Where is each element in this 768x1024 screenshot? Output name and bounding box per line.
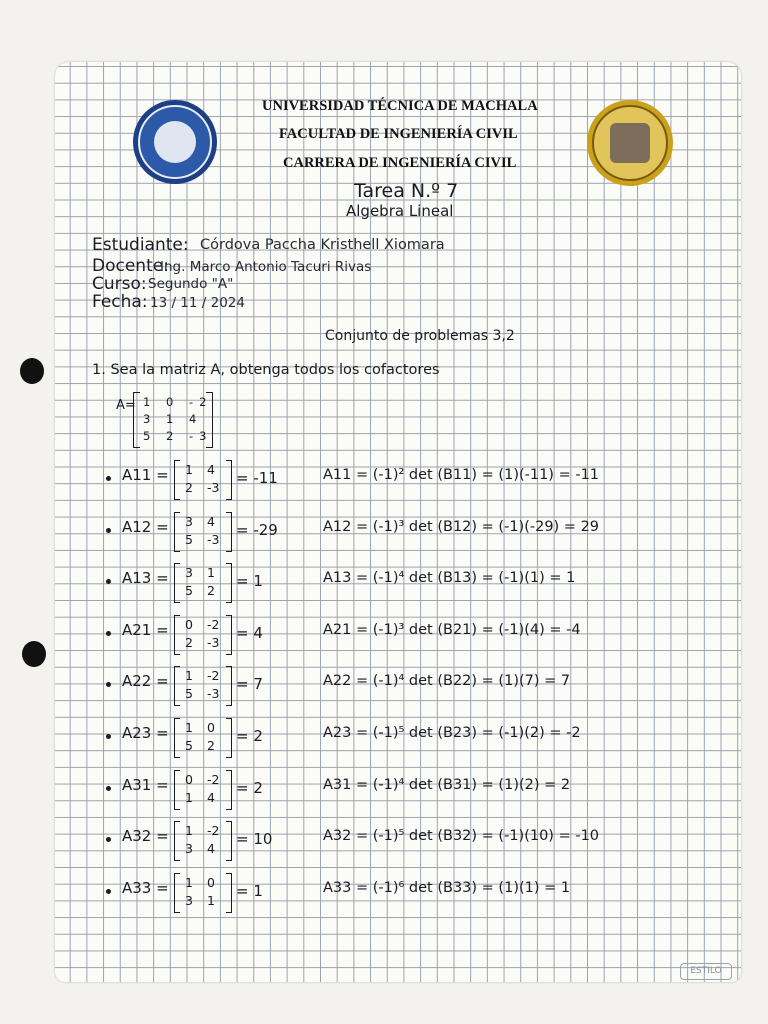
matrix-cell: 1 bbox=[185, 789, 193, 805]
binder-hole bbox=[22, 641, 46, 667]
bullet-point bbox=[106, 528, 111, 533]
cofactor-label: A13 = bbox=[122, 569, 169, 588]
matrix-cell: -3 bbox=[207, 531, 220, 547]
matrix-cell: 0 bbox=[207, 720, 215, 735]
matrix-cell: 2 bbox=[207, 583, 215, 599]
matrix-cell: 1 bbox=[185, 462, 193, 477]
binder-hole bbox=[20, 358, 44, 384]
matrix-cell: 3 bbox=[185, 841, 193, 857]
matrix-cell: 4 bbox=[207, 841, 215, 857]
determinant-result: = -29 bbox=[236, 520, 278, 539]
matrix-cell: 3 bbox=[185, 892, 193, 908]
matrix-a-row: 5 2 -3 bbox=[143, 429, 213, 443]
faculty-seal-logo bbox=[587, 100, 673, 186]
matrix-cell: 4 bbox=[207, 462, 215, 477]
date-value: 13 / 11 / 2024 bbox=[150, 295, 245, 311]
matrix-cell: 3 bbox=[185, 565, 193, 581]
matrix-cell: 5 bbox=[185, 686, 193, 702]
matrix-cell: 2 bbox=[185, 634, 193, 650]
date-label: Fecha: bbox=[92, 292, 148, 312]
teacher-value: Ing. Marco Antonio Tacuri Rivas bbox=[160, 259, 372, 275]
matrix-a bbox=[133, 392, 213, 448]
determinant-result: = 2 bbox=[236, 727, 263, 745]
course-value: Segundo "A" bbox=[148, 276, 234, 292]
determinant-result: = 10 bbox=[236, 830, 273, 849]
cofactor-label: A23 = bbox=[122, 724, 169, 742]
cofactor-formula: A12 = (-1)³ det (B12) = (-1)(-29) = 29 bbox=[323, 518, 600, 535]
section-title: Conjunto de problemas 3,2 bbox=[325, 328, 515, 344]
cofactor-label: A12 = bbox=[122, 517, 169, 536]
subject-title: Algebra Lineal bbox=[346, 202, 454, 220]
cofactor-label: A31 = bbox=[122, 775, 169, 794]
matrix-a-label: A= bbox=[116, 398, 136, 413]
matrix-a-row: 3 1 4 bbox=[143, 412, 203, 426]
determinant-result: = -11 bbox=[236, 469, 278, 487]
cofactor-label: A21 = bbox=[122, 620, 169, 639]
cofactor-formula: A23 = (-1)⁵ det (B23) = (-1)(2) = -2 bbox=[323, 725, 581, 741]
matrix-cell: -3 bbox=[207, 686, 220, 702]
matrix-cell: 1 bbox=[185, 720, 193, 735]
matrix-cell: 1 bbox=[185, 668, 193, 684]
bullet-point bbox=[106, 889, 111, 894]
cofactor-formula: A21 = (-1)³ det (B21) = (-1)(4) = -4 bbox=[323, 621, 581, 638]
determinant-result: = 7 bbox=[236, 675, 263, 694]
determinant-result: = 4 bbox=[236, 623, 263, 642]
student-value: Córdova Paccha Kristhell Xiomara bbox=[200, 237, 445, 253]
notebook-brand-stamp: ESTILO bbox=[680, 963, 732, 980]
bullet-point bbox=[106, 476, 111, 481]
matrix-cell: -3 bbox=[207, 634, 220, 650]
matrix-cell: -2 bbox=[207, 616, 220, 632]
cofactor-formula: A33 = (-1)⁶ det (B33) = (1)(1) = 1 bbox=[323, 879, 571, 896]
faculty-name: FACULTAD DE INGENIERÍA CIVIL bbox=[279, 126, 518, 142]
minor-matrix bbox=[174, 666, 232, 706]
matrix-cell: -2 bbox=[207, 668, 220, 684]
cofactor-formula: A32 = (-1)⁵ det (B32) = (-1)(10) = -10 bbox=[323, 828, 600, 845]
matrix-cell: -2 bbox=[207, 771, 220, 787]
teacher-label: Docente: bbox=[92, 256, 169, 276]
matrix-a-row: 1 0 -2 bbox=[143, 395, 213, 409]
matrix-cell: 5 bbox=[185, 531, 193, 547]
problem-statement: 1. Sea la matriz A, obtenga todos los cofactores bbox=[92, 362, 440, 378]
matrix-cell: 1 bbox=[207, 892, 215, 908]
determinant-result: = 1 bbox=[236, 881, 263, 900]
cofactor-label: A32 = bbox=[122, 827, 169, 846]
cofactor-label: A11 = bbox=[122, 466, 169, 484]
matrix-cell: 4 bbox=[207, 789, 215, 805]
university-seal-logo bbox=[133, 100, 217, 184]
minor-matrix bbox=[174, 718, 232, 758]
matrix-cell: 2 bbox=[185, 480, 193, 495]
minor-matrix bbox=[174, 563, 232, 603]
minor-matrix bbox=[174, 821, 232, 861]
student-label: Estudiante: bbox=[92, 235, 189, 255]
minor-matrix bbox=[174, 770, 232, 810]
cofactor-formula: A31 = (-1)⁴ det (B31) = (1)(2) = 2 bbox=[323, 776, 571, 793]
university-name: UNIVERSIDAD TÉCNICA DE MACHALA bbox=[262, 98, 538, 114]
minor-matrix bbox=[174, 512, 232, 552]
matrix-cell: 3 bbox=[185, 513, 193, 529]
matrix-cell: -3 bbox=[207, 480, 220, 495]
matrix-cell: 5 bbox=[185, 583, 193, 599]
matrix-cell: 0 bbox=[185, 616, 193, 632]
matrix-cell: 4 bbox=[207, 513, 215, 529]
matrix-cell: 2 bbox=[207, 738, 215, 753]
determinant-result: = 2 bbox=[236, 778, 263, 797]
cofactor-formula: A11 = (-1)² det (B11) = (1)(-11) = -11 bbox=[323, 467, 600, 483]
determinant-result: = 1 bbox=[236, 572, 263, 591]
minor-matrix bbox=[174, 460, 232, 500]
minor-matrix bbox=[174, 873, 232, 913]
cofactor-label: A33 = bbox=[122, 878, 169, 897]
minor-matrix bbox=[174, 615, 232, 655]
matrix-cell: 1 bbox=[185, 823, 193, 839]
matrix-cell: 1 bbox=[185, 874, 193, 890]
cofactor-label: A22 = bbox=[122, 672, 169, 691]
matrix-cell: 0 bbox=[185, 771, 193, 787]
matrix-cell: 1 bbox=[207, 565, 215, 581]
matrix-cell: 0 bbox=[207, 874, 215, 890]
bullet-point bbox=[106, 786, 111, 791]
cofactor-formula: A22 = (-1)⁴ det (B22) = (1)(7) = 7 bbox=[323, 673, 571, 690]
task-title: Tarea N.º 7 bbox=[354, 180, 459, 202]
matrix-cell: -2 bbox=[207, 823, 220, 839]
career-name: CARRERA DE INGENIERÍA CIVIL bbox=[283, 155, 517, 171]
matrix-cell: 5 bbox=[185, 738, 193, 753]
cofactor-formula: A13 = (-1)⁴ det (B13) = (-1)(1) = 1 bbox=[323, 570, 576, 587]
bullet-point bbox=[106, 734, 111, 739]
bullet-point bbox=[106, 631, 111, 636]
course-label: Curso: bbox=[92, 274, 147, 294]
